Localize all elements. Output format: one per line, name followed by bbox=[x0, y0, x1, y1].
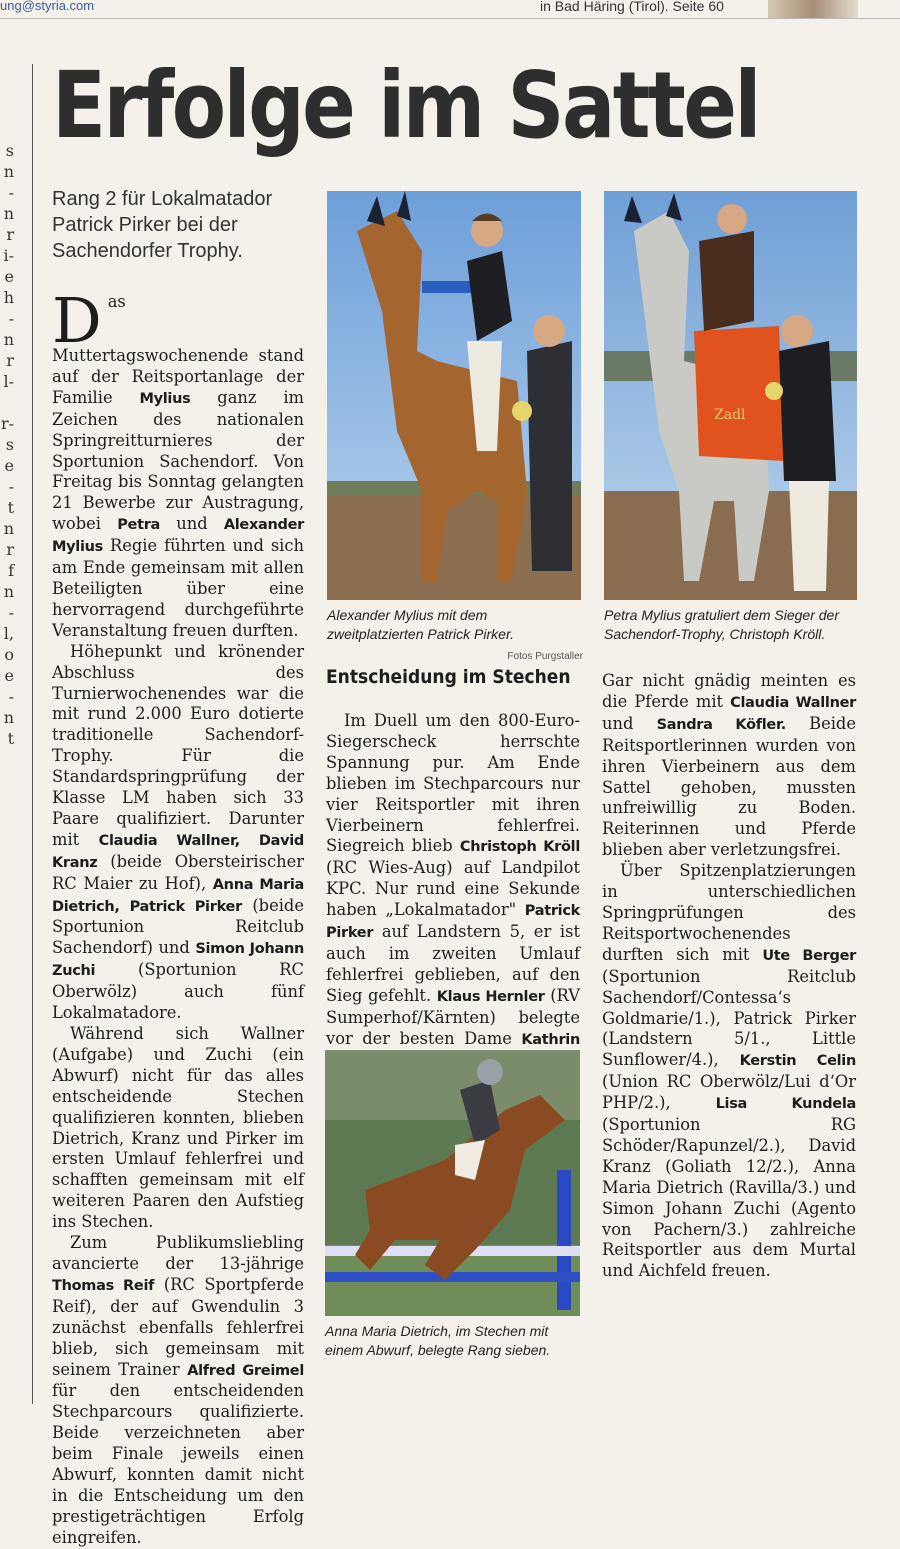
page-reference: in Bad Häring (Tirol). Seite 60 bbox=[540, 0, 724, 14]
person-name: Alfred Greimel bbox=[187, 1362, 304, 1379]
margin-fragment: e bbox=[4, 267, 14, 286]
margin-fragment: r- bbox=[0, 414, 14, 433]
person-name: Ute Berger bbox=[762, 947, 857, 964]
margin-fragment: n bbox=[3, 330, 14, 349]
margin-fragment: l- bbox=[3, 372, 14, 391]
drop-cap: D bbox=[52, 284, 102, 357]
margin-fragment: r bbox=[6, 540, 14, 559]
person-name: Kerstin Celin bbox=[739, 1053, 856, 1070]
person-name: Alexander Mylius bbox=[52, 517, 304, 556]
paragraph-2: Höhepunkt und krönender Abschluss des Turnierwochenendes war die mit rund 2.000 Euro dotierte traditionelle Sachendorf-Trophy. Für die Standardspringprüfung der Klasse LM haben sich 33 Paare qualifiziert. Darunter mit Claudia Wallner, David Kranz (beide Obersteirischer RC Maier zu Hof), Anna Maria Dietrich, Patrick Pirker (beide Sportunion Reitclub Sachendorf) und Simon Johann Zuchi (Sportunion RC Oberwölz) auch fünf Lokalmatadore. bbox=[52, 641, 304, 1023]
person-name: Claudia Wallner bbox=[730, 694, 856, 711]
margin-fragment: r bbox=[6, 225, 14, 244]
person-name: Patrick Pirker bbox=[326, 903, 580, 942]
person-name: Sandra Köfler. bbox=[656, 716, 786, 733]
person-name: Claudia Wallner, David Kranz bbox=[52, 832, 304, 871]
person-name: Lisa Kundela bbox=[715, 1096, 856, 1113]
margin-fragment: n bbox=[3, 519, 14, 538]
person-name: Christoph Kröll bbox=[459, 839, 580, 856]
photo-3-caption: Anna Maria Dietrich, im Stechen mit einem Abwurf, belegte Rang sieben. bbox=[325, 1323, 551, 1358]
person-name: Thomas Reif bbox=[52, 1277, 155, 1294]
paragraph-3: Während sich Wallner (Aufgabe) und Zuchi (ein Abwurf) nicht für das alles entscheidende Stechen qualifizieren konnten, blieben Dietrich, Kranz und Pirker im ersten Umlauf fehlerfrei und schafften gemeinsam mit elf weiteren Paaren den Aufstieg ins Stechen. bbox=[52, 1024, 304, 1232]
margin-fragment: n bbox=[3, 708, 14, 727]
header-thumbnail bbox=[768, 0, 858, 18]
margin-fragment: n bbox=[3, 162, 14, 181]
person-name: Petra bbox=[117, 517, 161, 534]
person-name: Kathrin bbox=[521, 1031, 580, 1048]
section-heading: Entscheidung im Stechen bbox=[326, 666, 571, 688]
margin-fragment: i- bbox=[3, 246, 14, 265]
margin-fragment: - bbox=[8, 603, 14, 622]
body-column-3 bbox=[602, 671, 856, 1282]
paragraph-4: Zum Publikumsliebling avancierte der 13-jährige Thomas Reif (RC Sportpferde Reif), der auf Gwendulin 3 zunächst ebenfalls fehlerfrei blieb, sich gemeinsam mit seinem Trainer Alfred Greimel für den entscheidenden Stechparcours qualifizierte. Beide verzeichneten aber beim Finale jeweils einen Abwurf, konnten damit nicht in die Entscheidung um den prestigeträchtigen Erfolg eingreifen. bbox=[52, 1233, 304, 1547]
margin-fragment: - bbox=[8, 687, 14, 706]
paragraph-1: Das Muttertagswochenende stand auf der Reitsportanlage der Familie Mylius ganz im Zeichen des nationalen Springreitturnieres der Sportunion Sachendorf. Von Freitag bis Sonntag gelangten 21 Bewerbe zur Austragung, wobei Petra und Alexander Mylius Regie führten und sich am Ende gemeinsam mit allen Beteiligten über eine hervorragend durchgeführte Veranstaltung freuen durften. bbox=[52, 284, 304, 640]
margin-fragment: r bbox=[6, 351, 14, 370]
adjacent-article-fragments bbox=[0, 140, 14, 749]
margin-fragment: n bbox=[3, 204, 14, 223]
person-name: Mylius bbox=[139, 390, 191, 407]
photo-pirker-horse bbox=[327, 191, 581, 600]
margin-fragment: t bbox=[7, 498, 14, 517]
margin-fragment: - bbox=[8, 309, 14, 328]
person-name: Simon Johann Zuchi bbox=[52, 941, 304, 980]
margin-fragment: e bbox=[4, 666, 14, 685]
margin-fragment: s bbox=[5, 435, 14, 454]
headline: Erfolge im Sattel bbox=[52, 52, 759, 159]
margin-fragment: t bbox=[7, 729, 14, 748]
photo-kroell-horse bbox=[604, 191, 857, 600]
margin-fragment: e bbox=[4, 456, 14, 475]
paragraph-5: Im Duell um den 800-Euro-Siegerscheck herrschte Spannung pur. Am Ende blieben im Stechparcours nur vier Reitsportler mit ihren Vierbeinern fehlerfrei. Siegreich blieb Christoph Kröll (RC Wies-Aug) auf Landpilot KPC. Nur rund eine Sekunde haben „Lokalmatador" Patrick Pirker auf Landstern 5, er ist auch im zweiten Umlauf fehlerfrei geblieben, auf den Sieg gefehlt. Klaus Hernler (RV Sumperhof/Kärnten) belegte vor der besten Dame Kathrin bbox=[326, 711, 580, 1219]
margin-fragment: - bbox=[8, 183, 14, 202]
person-name: Anna Maria Dietrich, Patrick Pirker bbox=[52, 876, 304, 915]
paragraph-7: Über Spitzenplatzierungen in unterschiedlichen Springprüfungen des Reitsportwochenendes durften sich mit Ute Berger (Sportunion Reitclub Sachendorf/Contessa‘s Goldmarie/1.), Patrick Pirker (Landstern 5/1., Little Sunflower/4.), Kerstin Celin (Union RC Oberwölz/Lui d‘Or PHP/2.), Lisa Kundela (Sportunion RG Schöder/Rapunzel/2.), David Kranz (Goliath 12/2.), Anna Maria Dietrich (Ravilla/3.) und Simon Johann Zuchi (Agento von Pachern/3.) zahlreiche Reitsportler aus dem Murtal und Aichfeld freuen. bbox=[602, 861, 857, 1281]
subhead: Rang 2 für Lokalmatador Patrick Pirker bei der Sachendorfer Trophy. bbox=[52, 188, 273, 262]
photo-credit: Fotos Purgstaller bbox=[507, 651, 583, 662]
margin-fragment: s bbox=[5, 141, 14, 160]
margin-fragment: h bbox=[3, 288, 14, 307]
person-name: Klaus Hernler bbox=[436, 988, 545, 1005]
photo-dietrich-jump bbox=[325, 1050, 580, 1316]
margin-fragment: - bbox=[8, 477, 14, 496]
body-column-1 bbox=[52, 284, 304, 1549]
saddle-cloth-text: Zadl bbox=[714, 407, 746, 423]
margin-fragment: l, bbox=[3, 624, 14, 643]
column-divider bbox=[32, 64, 33, 1404]
margin-fragment: o bbox=[4, 645, 14, 664]
top-strip bbox=[0, 0, 900, 19]
photo-1-caption: Alexander Mylius mit dem zweitplatzierten Patrick Pirker. Fotos Purgstaller bbox=[327, 606, 583, 666]
photo-2-caption: Petra Mylius gratuliert dem Sieger der Sachendorf-Trophy, Christoph Kröll. bbox=[604, 607, 839, 642]
margin-fragment: n bbox=[3, 582, 14, 601]
paragraph-6: Gar nicht gnädig meinten es die Pferde mit Claudia Wallner und Sandra Köfler. Beide Reitsportlerinnen wurden von ihren Vierbeinern aus dem Sattel gehoben, mussten unfreiwillig zu Boden. Reiterinnen und Pferde blieben aber verletzungsfrei. bbox=[602, 671, 856, 860]
margin-fragment: f bbox=[8, 561, 14, 580]
email-fragment[interactable]: ung@styria.com bbox=[0, 0, 95, 13]
margin-fragment bbox=[0, 392, 14, 413]
